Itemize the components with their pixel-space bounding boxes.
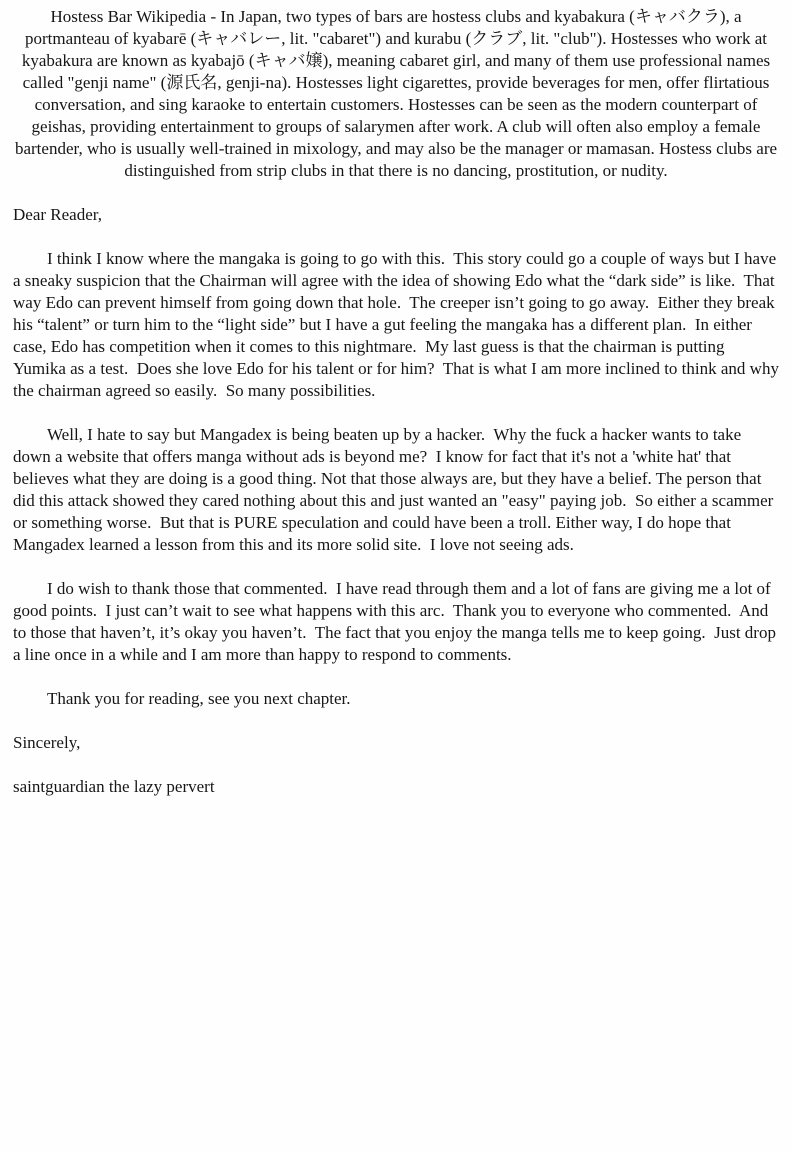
signature: saintguardian the lazy pervert <box>13 777 215 796</box>
salutation: Dear Reader, <box>13 205 102 224</box>
body-paragraph-1: I think I know where the mangaka is going to go with this. This story could go a couple of ways but I have a sneaky suspicion that the Chairman will agree with the idea of showing Edo what the “dark side” is like. That way Edo can prevent himself from going down that hole. The creeper isn’t going to go away. Either they break his “talent” or turn him to the “light side” but I have a gut feeling the mangaka has a different plan. In either case, Edo has competition when it comes to this nightmare. My last guess is that the chairman is putting Yumika as a test. Does she love Edo for his talent or for him? That is what I am more inclined to think and why the chairman agreed so easily. So many possibilities. <box>13 249 784 400</box>
closing: Sincerely, <box>13 733 81 752</box>
body-paragraph-3: I do wish to thank those that commented. I have read through them and a lot of fans are giving me a lot of good points. I just can’t wait to see what happens with this arc. Thank you to everyone who commented. And to those that haven’t, it’s okay you haven’t. The fact that you enjoy the manga tells me to keep going. Just drop a line once in a while and I am more than happy to respond to comments. <box>13 579 781 664</box>
intro-paragraph: Hostess Bar Wikipedia - In Japan, two types of bars are hostess clubs and kyabakura (キャバクラ), a portmanteau of kyabarē (キャバレー, lit. "cabaret") and kurabu (クラブ, lit. "club"). Hostesses who work at kyabakura are known as kyabajō (キャバ嬢), meaning cabaret girl, and many of them use professional names called "genji name" (源氏名, genji-na). Hostesses light cigarettes, provide beverages for men, offer flirtatious conversation, and sing karaoke to entertain customers. Hostesses can be seen as the modern counterpart of geishas, providing entertainment to groups of salarymen after work. A club will often also employ a female bartender, who is usually well-trained in mixology, and may also be the manager or mamasan. Hostess clubs are distinguished from strip clubs in that there is no dancing, prostitution, or nudity. <box>14 7 782 180</box>
body-paragraph-2: Well, I hate to say but Mangadex is being beaten up by a hacker. Why the fuck a hacker wants to take down a website that offers manga without ads is beyond me? I know for fact that it's not a 'white hat' that believes what they are doing is a good thing. Not that those always are, but they have a belief. The person that did this attack showed they cared nothing about this and just wanted an "easy" paying job. So either a scammer or something worse. But that is PURE speculation and could have been a troll. Either way, I do hope that Mangadex learned a lesson from this and its more solid site. I love not seeing ads. <box>13 425 778 554</box>
thanks-line: Thank you for reading, see you next chapter. <box>47 689 351 708</box>
